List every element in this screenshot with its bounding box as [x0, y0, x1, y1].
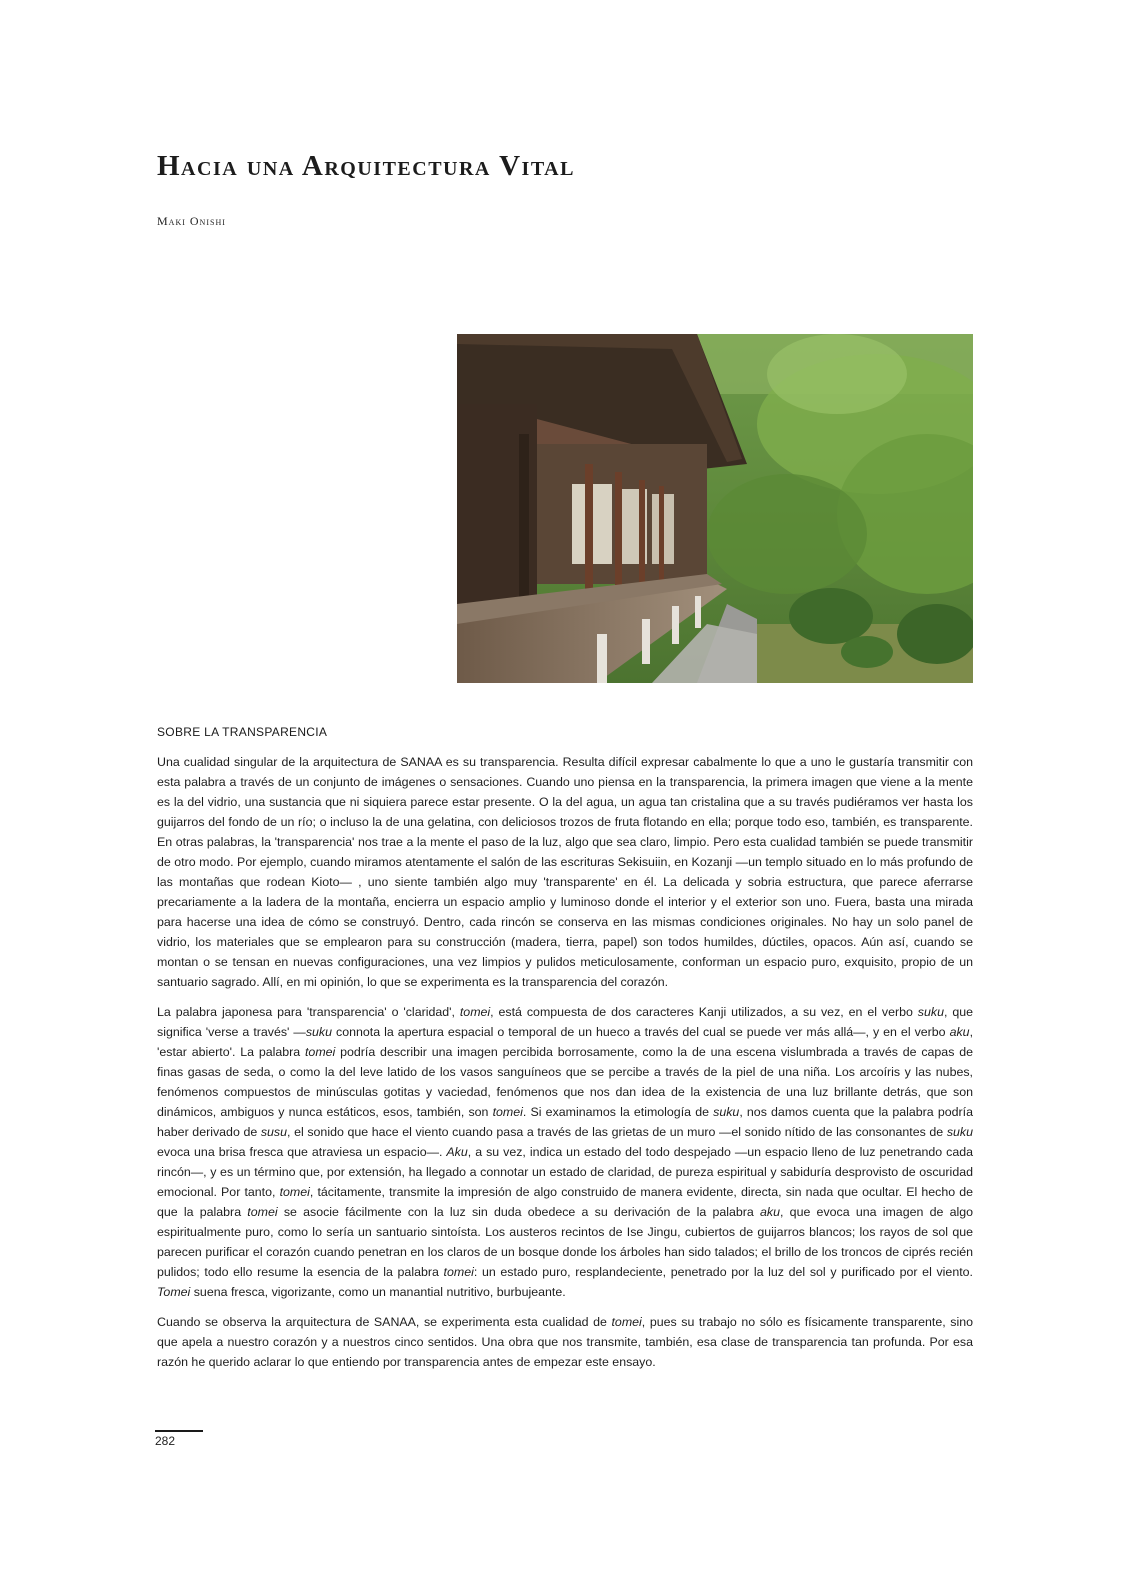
temple-veranda-photo — [457, 334, 973, 683]
italic-term: tomei — [492, 1105, 523, 1119]
italic-term: tomei — [304, 1045, 336, 1059]
text-run: : un estado puro, resplandeciente, penetrado por la luz del sol y purificado por el viento. — [473, 1265, 973, 1279]
italic-term: tomei — [247, 1205, 278, 1219]
text-run: . Si examinamos la etimología de — [522, 1105, 714, 1119]
text-run: podría describir una imagen percibida borrosamente, como la de una escena vislumbrada a través de capas de finas gasas de seda, o como la del leve latido de los vasos sanguíneos que se percibe a través de la piel de una niña. Los arcoíris y las nubes, fenómenos compuestos de minúsculas gotitas y vaciedad, fenómenos que nos dan idea de la existencia de una luz brillante detrás, que son dinámicos, ambiguos y nunca estáticos, esos, también, son — [157, 1045, 973, 1119]
section-heading: SOBRE LA TRANSPARENCIA — [157, 725, 328, 739]
text-run: , el sonido que hace el viento cuando pasa a través de las grietas de un muro —el sonido nítido de las consonantes de — [287, 1125, 947, 1139]
text-run: Cuando se observa la arquitectura de SANAA, se experimenta esta cualidad de — [157, 1315, 612, 1329]
body-paragraph — [157, 1312, 973, 1372]
italic-term: tomei — [611, 1315, 642, 1329]
italic-term: suku — [917, 1005, 944, 1019]
text-run: , 'estar abierto'. La palabra — [157, 1025, 974, 1059]
text-run: connota la apertura espacial o temporal de un hueco a través del cual se puede ver más allá—, y en el verbo — [332, 1025, 950, 1039]
italic-term: suku — [946, 1125, 973, 1139]
italic-term: aku — [949, 1025, 970, 1039]
article-body — [157, 752, 973, 1382]
italic-term: Aku — [446, 1145, 468, 1159]
italic-term: tomei — [443, 1265, 474, 1279]
body-paragraph — [157, 752, 973, 992]
article-author: Maki Onishi — [157, 214, 226, 228]
body-paragraph — [157, 1002, 973, 1302]
text-run: , pues su trabajo no sólo es físicamente transparente, sino que apela a nuestro corazón y a nuestros cinco sentidos. Una obra que nos transmite, también, esa clase de transparencia tan profunda. Por esa razón he querido aclarar lo que entiendo por transparencia antes de empezar este ensayo. — [157, 1315, 974, 1369]
italic-term: susu — [260, 1125, 288, 1139]
italic-term: suku — [713, 1105, 740, 1119]
page-number: 282 — [155, 1434, 176, 1448]
italic-term: aku — [760, 1205, 781, 1219]
text-run: , nos damos cuenta que la palabra podría haber derivado de — [157, 1105, 973, 1139]
italic-term: suku — [305, 1025, 333, 1039]
text-run: se asocie fácilmente con la luz sin duda obedece a su derivación de la palabra — [277, 1205, 761, 1219]
italic-term: tomei — [279, 1185, 310, 1199]
temple-veranda-illustration — [457, 334, 973, 683]
text-run: , a su vez, indica un estado del todo despejado —un espacio lleno de luz penetrando cada rincón—, y es un término que, por extensión, ha llegado a connotar un estado de claridad, de pureza espiritual y sabiduría desprovisto de oscuridad emocional. Por tanto, — [157, 1145, 973, 1199]
text-run: La palabra japonesa para 'transparencia' o 'claridad', — [157, 1005, 460, 1019]
text-run: , tácitamente, transmite la impresión de algo construido de manera evidente, directa, sin nada que ocultar. El hecho de que la palabra — [157, 1185, 974, 1219]
text-run: , está compuesta de dos caracteres Kanji utilizados, a su vez, en el verbo — [490, 1005, 918, 1019]
footer-rule — [155, 1430, 203, 1432]
text-run: Una cualidad singular de la arquitectura de SANAA es su transparencia. Resulta difícil expresar cabalmente lo que a uno le gustaría transmitir con esta palabra a través de un conjunto de imágenes o sensaciones. Cuando uno piensa en la transparencia, la primera imagen que viene a la mente es la del vidrio, una sustancia que ni siquiera parece estar presente. O la del agua, un agua tan cristalina que a su través pudiéramos ver hasta los guijarros del fondo de un río; o incluso la de una gelatina, con deliciosos trozos de fruta flotando en ella; porque todo eso, también, es transparente. En otras palabras, la 'transparencia' nos trae a la mente el paso de la luz, algo que sea claro, limpio. Pero esta cualidad también se puede transmitir de otro modo. Por ejemplo, cuando miramos atentamente el salón de las escrituras Sekisuiin, en Kozanji —un templo situado en lo más profundo de las montañas que rodean Kioto— , uno siente también algo muy 'transparente' en él. La delicada y sobria estructura, que parece aferrarse precariamente a la ladera de la montaña, encierra un espacio amplio y luminoso donde el interior y el exterior son uno. Fuera, basta una mirada para hacerse una idea de cómo se construyó. Dentro, cada rincón se conserva en las mismas condiciones originales. No hay un solo panel de vidrio, los materiales que se emplearon para su construcción (madera, tierra, papel) son todos humildes, dúctiles, opacos. Aún así, cuando se montan o se tensan en nuevas configuraciones, una vez limpios y pulidos meticulosamente, conforman un espacio puro, exquisito, propio de un santuario sagrado. Allí, en mi opinión, lo que se experimenta es la transparencia del corazón. — [157, 755, 973, 989]
article-title: Hacia una Arquitectura Vital — [157, 150, 575, 182]
text-run: suena fresca, vigorizante, como un manantial nutritivo, burbujeante. — [190, 1285, 566, 1299]
text-run: evoca una brisa fresca que atraviesa un espacio—. — [157, 1145, 447, 1159]
text-run: , que significa 'verse a través' — — [157, 1005, 973, 1039]
text-run: , que evoca una imagen de algo espiritualmente puro, como lo sería un santuario sintoísta. Los austeros recintos de Ise Jingu, cubiertos de guijarros blancos; los rayos de sol que parecen purificar el corazón cuando penetran en los claros de un bosque donde los árboles han sido talados; el brillo de los troncos de ciprés recién pulidos; todo ello resume la esencia de la palabra — [157, 1205, 973, 1279]
italic-term: tomei — [459, 1005, 491, 1019]
italic-term: Tomei — [157, 1285, 191, 1299]
